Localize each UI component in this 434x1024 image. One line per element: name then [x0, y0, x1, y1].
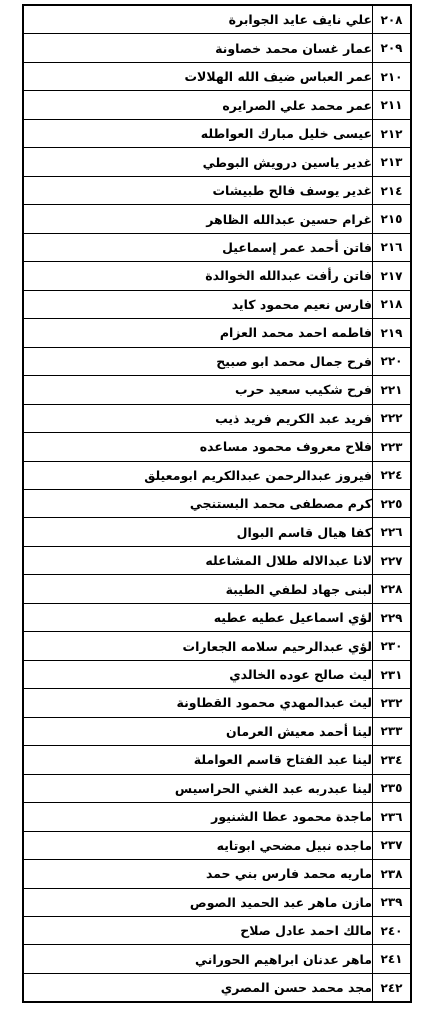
table-row [24, 973, 411, 1001]
row-number: ٢٢٦ [373, 518, 411, 546]
row-number: ٢١٢ [373, 119, 411, 147]
person-name: فلاح معروف محمود مساعده [24, 433, 373, 461]
table-row [24, 119, 411, 147]
person-name: مجد محمد حسن المصري [24, 973, 373, 1001]
table-row [24, 404, 411, 432]
row-number: ٢١٥ [373, 205, 411, 233]
person-name: علي نايف عايد الجوابرة [24, 6, 373, 34]
person-name: عمر العباس ضيف الله الهلالات [24, 62, 373, 90]
table-row [24, 603, 411, 631]
table-row [24, 347, 411, 375]
row-number: ٢٣١ [373, 660, 411, 688]
table-row [24, 660, 411, 688]
row-number: ٢٤١ [373, 945, 411, 973]
row-number: ٢١٦ [373, 233, 411, 261]
names-list-sheet [22, 4, 412, 1003]
row-number: ٢٣٢ [373, 689, 411, 717]
row-number: ٢٣٣ [373, 717, 411, 745]
row-number: ٢٢٧ [373, 546, 411, 574]
table-row [24, 575, 411, 603]
person-name: عمر محمد علي الصرايره [24, 91, 373, 119]
person-name: فيروز عبدالرحمن عبدالكريم ابومعيلق [24, 461, 373, 489]
row-number: ٢٤٠ [373, 917, 411, 945]
names-table [23, 5, 411, 1002]
person-name: كفا هيال قاسم البوال [24, 518, 373, 546]
table-row [24, 632, 411, 660]
table-row [24, 803, 411, 831]
row-number: ٢٢٢ [373, 404, 411, 432]
row-number: ٢١٩ [373, 319, 411, 347]
person-name: فرح شكيب سعيد حرب [24, 376, 373, 404]
person-name: غدير ياسين درويش البوطي [24, 148, 373, 176]
table-row [24, 319, 411, 347]
row-number: ٢٢٤ [373, 461, 411, 489]
person-name: فاتن أحمد عمر إسماعيل [24, 233, 373, 261]
row-number: ٢٢٩ [373, 603, 411, 631]
person-name: كرم مصطفى محمد البستنجي [24, 489, 373, 517]
table-row [24, 205, 411, 233]
row-number: ٢٢١ [373, 376, 411, 404]
table-row [24, 34, 411, 62]
row-number: ٢٠٨ [373, 6, 411, 34]
row-number: ٢٣٧ [373, 831, 411, 859]
person-name: فرح جمال محمد ابو صبيح [24, 347, 373, 375]
row-number: ٢٣٩ [373, 888, 411, 916]
person-name: غدير يوسف فالح طبيشات [24, 176, 373, 204]
row-number: ٢١٣ [373, 148, 411, 176]
table-row [24, 233, 411, 261]
person-name: ليث عبدالمهدي محمود القطاونة [24, 689, 373, 717]
table-row [24, 860, 411, 888]
table-row [24, 831, 411, 859]
row-number: ٢٣٦ [373, 803, 411, 831]
person-name: غرام حسين عبدالله الظاهر [24, 205, 373, 233]
table-row [24, 746, 411, 774]
row-number: ٢٣٠ [373, 632, 411, 660]
row-number: ٢٣٤ [373, 746, 411, 774]
row-number: ٢٤٢ [373, 973, 411, 1001]
person-name: فاتن رأفت عبدالله الخوالدة [24, 262, 373, 290]
table-row [24, 62, 411, 90]
table-row [24, 546, 411, 574]
person-name: ماجده نبيل مضحي ابوتايه [24, 831, 373, 859]
row-number: ٢١٨ [373, 290, 411, 318]
person-name: فارس نعيم محمود كايد [24, 290, 373, 318]
person-name: عيسى خليل مبارك العواطله [24, 119, 373, 147]
table-row [24, 262, 411, 290]
person-name: ماريه محمد فارس بني حمد [24, 860, 373, 888]
table-row [24, 433, 411, 461]
row-number: ٢١١ [373, 91, 411, 119]
person-name: لينا عبدربه عبد الغني الحراسيس [24, 774, 373, 802]
row-number: ٢٣٨ [373, 860, 411, 888]
names-table-body [24, 6, 411, 1002]
person-name: فريد عبد الكريم فريد ذيب [24, 404, 373, 432]
table-row [24, 945, 411, 973]
table-row [24, 6, 411, 34]
person-name: مازن ماهر عبد الحميد الصوص [24, 888, 373, 916]
table-row [24, 290, 411, 318]
table-row [24, 91, 411, 119]
person-name: ليث صالح عوده الخالدي [24, 660, 373, 688]
person-name: فاطمه احمد محمد العزام [24, 319, 373, 347]
table-row [24, 689, 411, 717]
table-row [24, 888, 411, 916]
person-name: لينا أحمد معيش العرمان [24, 717, 373, 745]
row-number: ٢٢٠ [373, 347, 411, 375]
person-name: لانا عبدالاله طلال المشاعله [24, 546, 373, 574]
person-name: لينا عبد الفتاح قاسم العواملة [24, 746, 373, 774]
person-name: ماجدة محمود عطا الشنيور [24, 803, 373, 831]
table-row [24, 376, 411, 404]
table-row [24, 917, 411, 945]
person-name: لؤي عبدالرحيم سلامه الجعارات [24, 632, 373, 660]
table-row [24, 518, 411, 546]
row-number: ٢٠٩ [373, 34, 411, 62]
table-row [24, 176, 411, 204]
row-number: ٢١٤ [373, 176, 411, 204]
person-name: ماهر عدنان ابراهيم الحوراني [24, 945, 373, 973]
row-number: ٢٣٥ [373, 774, 411, 802]
row-number: ٢١٠ [373, 62, 411, 90]
person-name: لؤي اسماعيل عطيه عطيه [24, 603, 373, 631]
person-name: مالك احمد عادل صلاح [24, 917, 373, 945]
table-row [24, 461, 411, 489]
table-row [24, 489, 411, 517]
person-name: عمار غسان محمد خصاونة [24, 34, 373, 62]
person-name: لبنى جهاد لطفي الطيبة [24, 575, 373, 603]
row-number: ٢١٧ [373, 262, 411, 290]
row-number: ٢٢٨ [373, 575, 411, 603]
table-row [24, 774, 411, 802]
row-number: ٢٢٥ [373, 489, 411, 517]
table-row [24, 717, 411, 745]
row-number: ٢٢٣ [373, 433, 411, 461]
table-row [24, 148, 411, 176]
